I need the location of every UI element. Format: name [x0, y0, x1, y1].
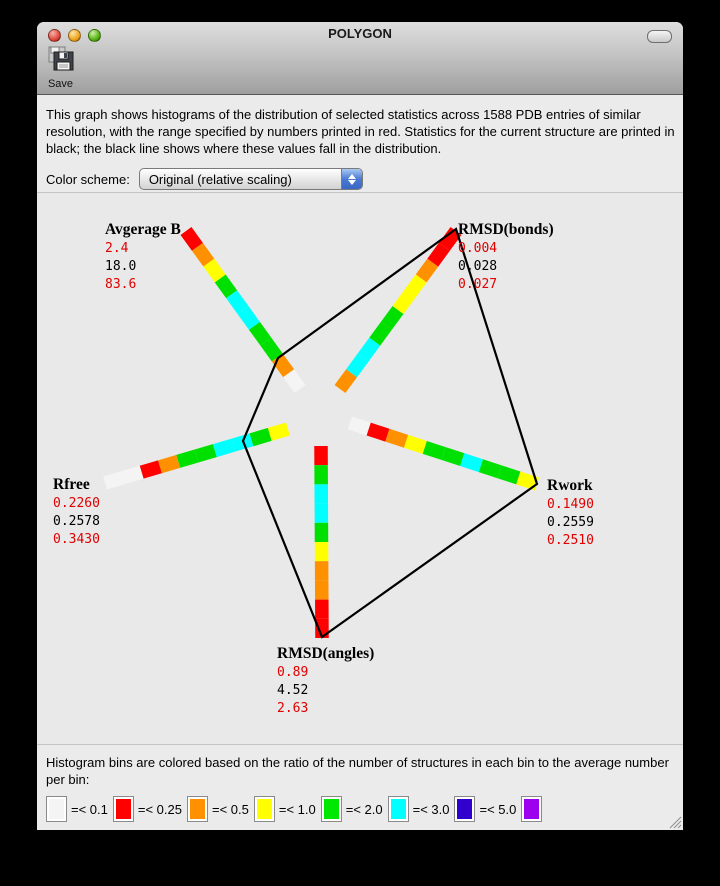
histogram-bin-segment	[425, 447, 444, 453]
histogram-bin-segment	[500, 472, 519, 478]
histogram-bin-segment	[178, 456, 196, 461]
histogram-bin-segment	[350, 423, 369, 429]
axis-max-rfree: 0.3430	[53, 532, 100, 547]
axis-value-rmsd-bonds: 0.028	[458, 259, 498, 274]
axis-label-rmsd-angles: RMSD(angles)	[277, 645, 375, 662]
histogram-bin-segment	[266, 342, 277, 358]
bin-label: =< 3.0	[412, 801, 450, 817]
bin-swatch	[388, 796, 409, 822]
histogram-bin-segment	[406, 441, 425, 447]
color-scheme-select[interactable]	[139, 168, 363, 190]
close-button[interactable]	[48, 29, 61, 42]
axis-min-average-b: 2.4	[105, 241, 129, 256]
bin-color-legend	[46, 796, 673, 822]
histogram-bin-segment	[243, 310, 254, 326]
bin-swatch	[187, 796, 208, 822]
polygon-chart-panel	[37, 192, 683, 745]
histogram-bin-segment	[142, 467, 160, 472]
axis-value-rwork: 0.2559	[547, 515, 594, 530]
bin-swatch	[454, 796, 475, 822]
axis-min-rfree: 0.2260	[53, 496, 100, 511]
color-scheme-selected-value: Original (relative scaling)	[148, 171, 292, 187]
bin-swatch	[113, 796, 134, 822]
bin-label: =< 0.25	[137, 801, 182, 817]
axis-value-rfree: 0.2578	[53, 514, 100, 529]
histogram-bin-segment	[387, 435, 406, 441]
histogram-bin-segment	[481, 466, 500, 472]
axis-label-rwork: Rwork	[547, 477, 593, 494]
histogram-arms	[105, 231, 537, 638]
histogram-bin-segment	[352, 357, 364, 373]
histogram-bin-segment	[215, 445, 233, 450]
histogram-bin-segment	[375, 326, 387, 342]
save-floppy-icon	[47, 46, 74, 76]
histogram-bin-segment	[518, 478, 537, 484]
save-button[interactable]	[47, 46, 74, 90]
histogram-bin-segment	[105, 478, 123, 483]
axis-max-rwork: 0.2510	[547, 533, 594, 548]
histogram-bin-segment	[386, 310, 398, 326]
bin-swatch	[321, 796, 342, 822]
histogram-bin-segment	[444, 454, 463, 460]
histogram-bin-segment	[369, 429, 388, 435]
zoom-button[interactable]	[88, 29, 101, 42]
histogram-bin-segment	[232, 294, 243, 310]
histogram-bin-segment	[270, 429, 288, 434]
color-scheme-row	[46, 168, 673, 190]
popup-stepper-icon	[341, 169, 362, 189]
histogram-bin-segment	[197, 247, 208, 263]
description-text: This graph shows histograms of the distribution of selected statistics across 1588 PDB entries of similar resolution, with the range specified by numbers printed in red. Statistics for the current structure are printed in black; the black line shows where these values fall in the distribution.	[46, 107, 675, 156]
histogram-bin-segment	[251, 434, 269, 439]
axis-max-rmsd-bonds: 0.027	[458, 277, 498, 292]
bin-swatch	[254, 796, 275, 822]
toolbar-toggle-button[interactable]	[647, 30, 672, 43]
histogram-bin-segment	[220, 278, 231, 294]
histogram-bin-segment	[254, 326, 265, 342]
histogram-bin-segment	[462, 460, 481, 466]
polygon-chart	[37, 193, 683, 744]
histogram-bin-segment	[277, 357, 288, 373]
bin-label: =< 0.1	[71, 801, 108, 817]
bin-swatch	[46, 796, 67, 822]
window-title: POLYGON	[328, 26, 392, 41]
histogram-bin-segment	[209, 263, 220, 279]
axis-label-rmsd-bonds: RMSD(bonds)	[458, 221, 554, 238]
title-bar[interactable]	[37, 22, 683, 44]
axis-label-average-b: Avgerage B	[105, 221, 181, 238]
description-panel	[37, 95, 683, 192]
color-scheme-label: Color scheme:	[46, 171, 130, 187]
histogram-bin-segment	[398, 294, 410, 310]
save-button-label: Save	[47, 78, 74, 90]
resize-grip[interactable]	[669, 816, 682, 829]
legend-panel	[37, 745, 683, 830]
axis-value-average-b: 18.0	[105, 259, 137, 274]
axis-min-rmsd-bonds: 0.004	[458, 241, 498, 256]
histogram-bin-segment	[421, 263, 433, 279]
histogram-bin-segment	[289, 373, 300, 389]
axis-min-rwork: 0.1490	[547, 497, 594, 512]
window-header	[37, 22, 683, 95]
axis-label-rfree: Rfree	[53, 476, 90, 493]
axis-max-rmsd-angles: 2.63	[277, 701, 309, 716]
legend-text: Histogram bins are colored based on the ratio of the number of structures in each bin to the average number per bin:	[46, 755, 669, 787]
toolbar	[47, 46, 74, 90]
bin-label: =< 1.0	[278, 801, 316, 817]
histogram-bin-segment	[433, 247, 445, 263]
histogram-bin-segment	[340, 373, 352, 389]
bin-swatch	[521, 796, 542, 822]
bin-label: =< 5.0	[479, 801, 517, 817]
bin-label: =< 2.0	[345, 801, 383, 817]
histogram-bin-segment	[186, 231, 197, 247]
minimize-button[interactable]	[68, 29, 81, 42]
histogram-bin-segment	[197, 451, 215, 456]
axis-max-average-b: 83.6	[105, 277, 137, 292]
histogram-bin-segment	[160, 461, 178, 466]
bin-label: =< 0.5	[211, 801, 249, 817]
histogram-bin-segment	[410, 278, 422, 294]
polygon-window	[37, 22, 683, 830]
histogram-bin-segment	[363, 342, 375, 358]
axis-min-rmsd-angles: 0.89	[277, 665, 309, 680]
traffic-lights	[48, 29, 101, 42]
axis-value-rmsd-angles: 4.52	[277, 683, 309, 698]
histogram-bin-segment	[123, 472, 141, 477]
